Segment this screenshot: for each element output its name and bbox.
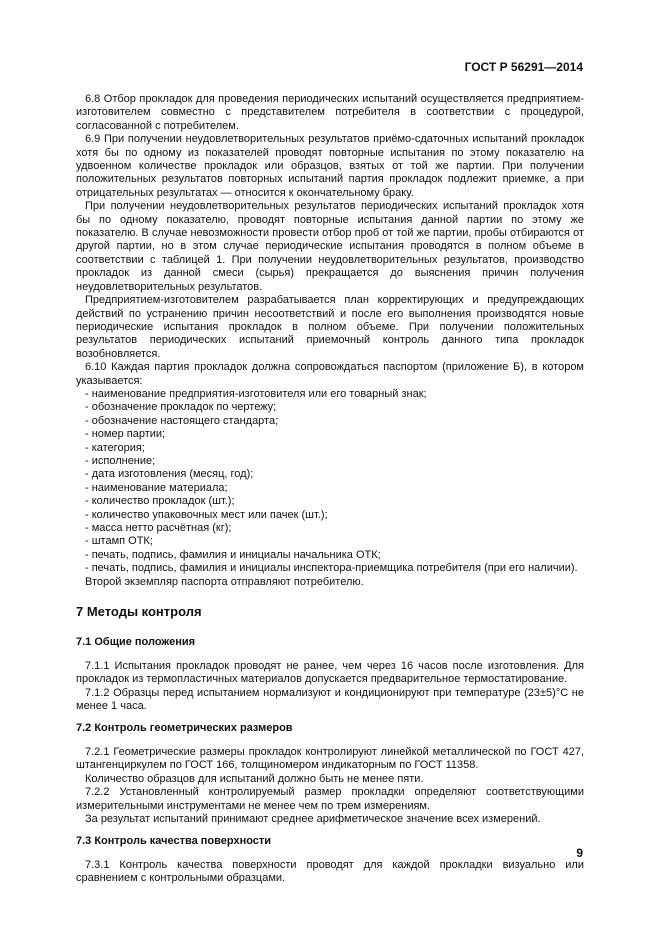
- list-item: - печать, подпись, фамилия и инициалы инспектора-приемщика потребителя (при его наличии).: [85, 562, 578, 575]
- standard-header: ГОСТ Р 56291—2014: [464, 60, 583, 74]
- list-item: - количество прокладок (шт.);: [85, 495, 235, 508]
- paragraph-6-10: 6.10 Каждая партия прокладок должна сопровождаться паспортом (приложение Б), в котором указывается:: [76, 361, 584, 387]
- section-7-title: 7 Методы контроля: [76, 604, 202, 620]
- paragraph-periodic-retest: При получении неудовлетворительных результатов периодических испытаний прокладок хотя бы по одному показателю, проводят повторные испытания данной партии по этому же показателю. В случае невозможности провести отбор проб от той же партии, пробы отбираются от другой партии, но в этом случае периодические испытания проводятся в полном объеме в соответствии с таблицей 1. При получении неудовлетворительных результатов, производство прокладок из данной смеси (сырья) прекращается до выяснения причин получения неудовлетворительных результатов.: [76, 200, 584, 293]
- paragraph-6-8: 6.8 Отбор прокладок для проведения периодических испытаний осуществляется предприятием-изготовителем совместно с представителем потребителя в соответствии с процедурой, согласованной с потребителем.: [76, 93, 584, 132]
- list-item: - наименование предприятия-изготовителя или его товарный знак;: [85, 387, 427, 400]
- page-number: 9: [576, 846, 583, 860]
- list-item: - штамп ОТК;: [85, 535, 153, 548]
- list-item: - исполнение;: [85, 454, 156, 467]
- paragraph-7-2-1: 7.2.1 Геометрические размеры прокладок контролируют линейкой металлической по ГОСТ 427, штангенциркулем по ГОСТ 166, толщиномером индикаторным по ГОСТ 11358.: [76, 745, 584, 772]
- list-item: - обозначение прокладок по чертежу;: [85, 401, 277, 414]
- passport-list: [76, 388, 584, 576]
- paragraph-7-1-1: 7.1.1 Испытания прокладок проводят не ранее, чем через 16 часов после изготовления. Для прокладок из термопластичных материалов допускается предварительное термостатирование.: [76, 659, 584, 686]
- list-item: - печать, подпись, фамилия и инициалы начальника ОТК;: [85, 548, 381, 561]
- list-item: - номер партии;: [85, 428, 166, 441]
- paragraph-corrective-plan: Предприятием-изготовителем разрабатывается план корректирующих и предупреждающих действий по устранению причин несоответствий и после его выполнения производятся новые периодические испытания прокладок в полном объеме. При получении положительных результатов периодических испытаний приемочный контроль данного типа прокладок возобновляется.: [76, 294, 584, 360]
- paragraph-6-9: 6.9 При получении неудовлетворительных результатов приёмо-сдаточных испытаний прокладок хотя бы по одному из показателей проводят повторные испытания по этому показателю на удвоенном количестве прокладок или образцов, взятых от той же партии. При получении положительных результатов повторных испытаний партия прокладок подлежит приемке, а при отрицательных результатах — относится к окончательному браку.: [76, 133, 584, 199]
- list-item: - масса нетто расчётная (кг);: [85, 522, 232, 534]
- passport-note: Второй экземпляр паспорта отправляют потребителю.: [85, 575, 364, 588]
- paragraph-sample-count: Количество образцов для испытаний должно быть не менее пяти.: [85, 772, 424, 785]
- document-body: [76, 93, 584, 886]
- paragraph-7-1-2: 7.1.2 Образцы перед испытанием нормализуют и кондиционируют при температуре (23±5)°С не менее 1 часа.: [76, 686, 584, 713]
- paragraph-7-2-2: 7.2.2 Установленный контролируемый размер прокладки определяют соответствующими измерительными инструментами не менее чем по трем измерениям.: [76, 786, 584, 812]
- paragraph-result-mean: За результат испытаний принимают среднее арифметическое значение всех измерений.: [85, 812, 541, 825]
- section-7-3-title: 7.3 Контроль качества поверхности: [76, 835, 272, 848]
- list-item: - дата изготовления (месяц, год);: [85, 468, 254, 481]
- list-item: - обозначение настоящего стандарта;: [85, 414, 279, 427]
- list-item: - наименование материала;: [85, 481, 228, 494]
- section-7-2-title: 7.2 Контроль геометрических размеров: [76, 722, 293, 735]
- paragraph-7-3-1: 7.3.1 Контроль качества поверхности проводят для каждой прокладки визуально или сравнением с контрольными образцами.: [76, 858, 584, 885]
- list-item: - количество упаковочных мест или пачек (шт.);: [85, 508, 328, 521]
- section-7-1-title: 7.1 Общие положения: [76, 636, 196, 649]
- list-item: - категория;: [85, 441, 145, 454]
